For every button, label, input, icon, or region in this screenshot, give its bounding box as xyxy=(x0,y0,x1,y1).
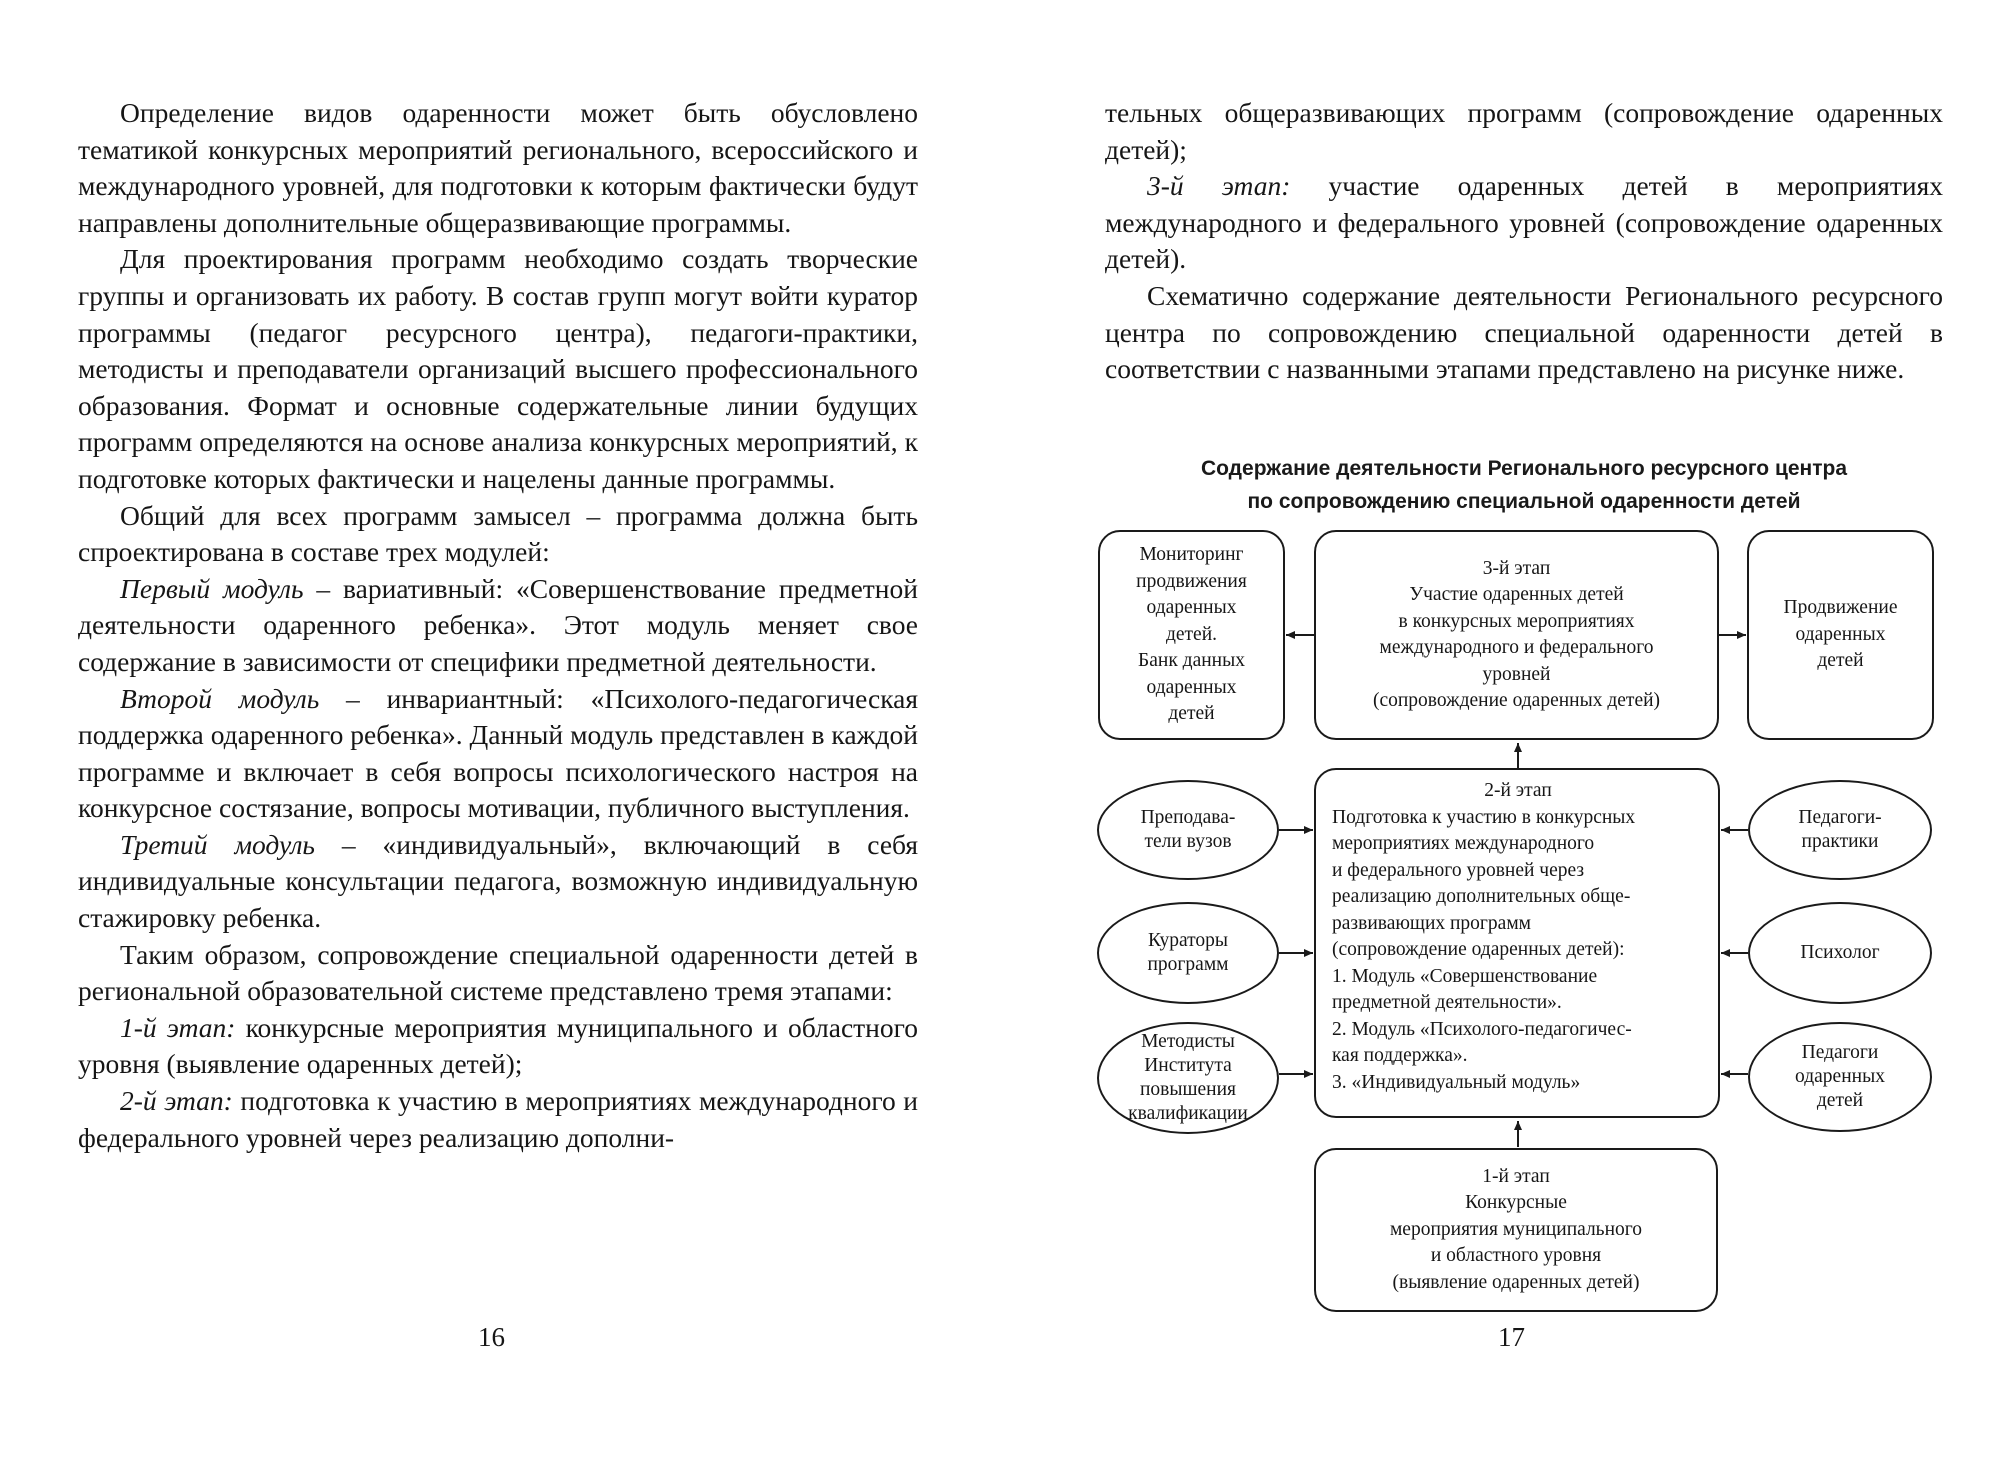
figure-title-line-2: по сопровождению специальной одаренности детей xyxy=(1247,490,1801,513)
right-page xyxy=(1000,0,2000,1482)
module-2-paragraph xyxy=(78,681,918,827)
module-2-text: – инвариантный: «Психолого-педагогическая поддержка одаренного ребенка». Данный модуль представлен в каждой программе и включает в себя вопросы психологического настроя на конкурсное состязание, вопросы мотивации, публичного выступления. xyxy=(78,682,918,824)
continuation-paragraph: тельных общеразвивающих программ (сопровождение одаренных детей); xyxy=(1105,97,1943,165)
paragraph-3: Общий для всех программ замысел – программа должна быть спроектирована в составе трех модулей: xyxy=(78,499,918,568)
stage-2-paragraph xyxy=(78,1083,918,1156)
summary-paragraph: Таким образом, сопровождение специальной одаренности детей в региональной образовательной системе представлено тремя этапами: xyxy=(78,938,918,1007)
methodists-oval: Методисты Института повышения квалификации xyxy=(1097,1022,1279,1134)
stage-2-label: 2-й этап: xyxy=(120,1085,233,1117)
curators-oval: Кураторы программ xyxy=(1097,902,1279,1004)
paragraph-2: Для проектирования программ необходимо создать творческие группы и организовать их работу. В состав групп могут войти куратор программы (педагог ресурсного центра), педагоги-практики, методисты и преподаватели организаций высшего профессионального образования. Формат и основные содержательные линии будущих программ определяются на основе анализа конкурсных мероприятий, к подготовке которых фактически и нацелены данные программы. xyxy=(78,243,918,494)
intro-paragraph: Схематично содержание деятельности Регионального ресурсного центра по сопровождению специальной одаренности детей в соответствии с названными этапами представлено на рисунке ниже. xyxy=(1105,279,1943,385)
stage-1-box: 1-й этап Конкурсные мероприятия муниципального и областного уровня (выявление одаренных детей) xyxy=(1314,1148,1718,1312)
teachers-oval: Педагоги одаренных детей xyxy=(1748,1022,1932,1132)
module-2-label: Второй модуль xyxy=(120,682,320,714)
stage-2-box: 2-й этап Подготовка к участию в конкурсных мероприятиях международного и федерального уровней через реализацию дополнительных обще- развивающих программ (сопровождение одаренных детей): 1. Модуль «Совершенствование предметной деятельности». 2. Модуль «Психолого-педагогичес- кая поддержка». 3. «Индивидуальный модуль» xyxy=(1314,768,1720,1118)
paragraph-1: Определение видов одаренности может быть обусловлено тематикой конкурсных мероприятий регионального, всероссийского и международного уровней, для подготовки к которым фактически будут направлены дополнительные общеразвивающие программы. xyxy=(78,97,918,238)
lecturers-oval: Преподава- тели вузов xyxy=(1097,780,1279,880)
page-number-right: 17 xyxy=(1498,1322,1525,1352)
stage-2-text: подготовка к участию в мероприятиях международного и федерального уровней через реализацию дополни- xyxy=(78,1085,918,1153)
module-1-text: – вариативный: «Совершенствование предметной деятельности одаренного ребенка». Этот модуль меняет свое содержание в зависимости от специфики предметной деятельности. xyxy=(78,572,918,677)
page-number-left: 16 xyxy=(478,1322,505,1352)
stage-1-paragraph xyxy=(78,1010,918,1083)
practitioners-oval: Педагоги- практики xyxy=(1748,780,1932,880)
module-1-label: Первый модуль xyxy=(120,572,304,604)
left-text-column xyxy=(78,95,918,1156)
module-3-paragraph xyxy=(78,827,918,937)
stage-3-label: 3-й этап: xyxy=(1147,170,1291,202)
module-1-paragraph xyxy=(78,571,918,681)
figure-title-line-1: Содержание деятельности Регионального ресурсного центра xyxy=(1200,457,1848,480)
monitoring-box: Мониторинг продвижения одаренных детей. Банк данных одаренных детей xyxy=(1098,530,1285,740)
module-3-label: Третий модуль xyxy=(120,828,315,860)
stage-1-text: конкурсные мероприятия муниципального и областного уровня (выявление одаренных детей); xyxy=(78,1011,918,1080)
stage-3-box: 3-й этап Участие одаренных детей в конкурсных мероприятиях международного и федерального уровней (сопровождение одаренных детей) xyxy=(1314,530,1719,740)
stage-2-box-title: 2-й этап xyxy=(1484,780,1552,801)
promotion-box: Продвижение одаренных детей xyxy=(1747,530,1934,740)
module-3-text: – «индивидуальный», включающий в себя индивидуальные консультации педагога, возможную индивидуальную стажировку ребенка. xyxy=(78,828,918,934)
stage-1-label: 1-й этап: xyxy=(120,1011,236,1043)
psychologist-oval: Психолог xyxy=(1748,902,1932,1004)
stage-3-text: участие одаренных детей в мероприятиях международного и федерального уровней (сопровождение одаренных детей). xyxy=(1105,170,1943,275)
